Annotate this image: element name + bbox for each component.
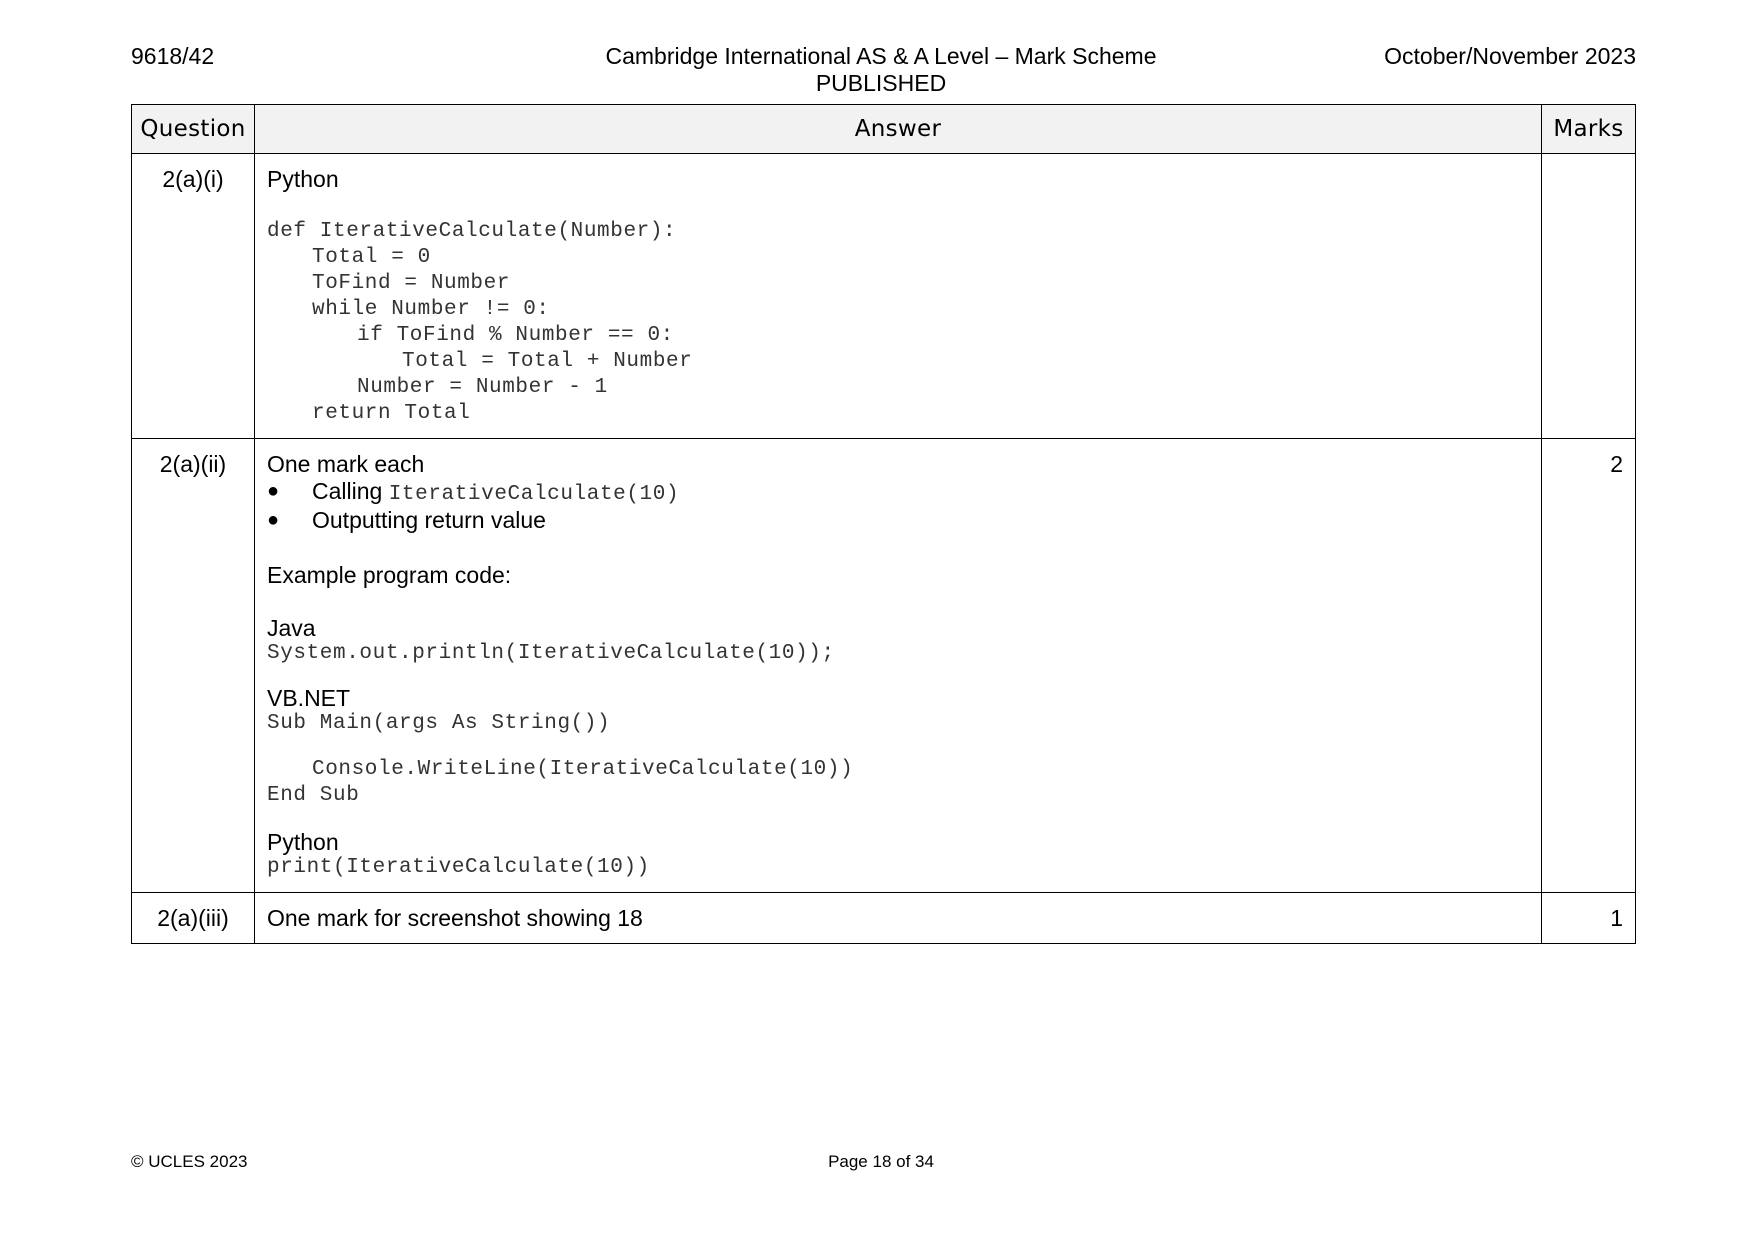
answer-cell bbox=[255, 893, 1542, 944]
column-header-answer: Answer bbox=[255, 105, 1542, 154]
code-line: Total = 0 bbox=[312, 246, 431, 269]
code-line: print(IterativeCalculate(10)) bbox=[267, 856, 650, 879]
answer-cell bbox=[255, 439, 1542, 893]
bullet-text: Calling bbox=[312, 478, 389, 504]
answer-cell bbox=[255, 154, 1542, 439]
example-label: Example program code: bbox=[267, 562, 512, 588]
language-label: Python bbox=[267, 829, 339, 855]
table-row bbox=[132, 439, 1636, 893]
language-label: Java bbox=[267, 615, 316, 641]
question-number: 2(a)(ii) bbox=[132, 439, 255, 893]
answer-intro: One mark each bbox=[267, 451, 425, 477]
paper-code: 9618/42 bbox=[131, 43, 215, 69]
code-block bbox=[267, 219, 1531, 427]
mark-scheme-table bbox=[131, 104, 1636, 944]
bullet-text: Outputting return value bbox=[312, 507, 546, 533]
code-line: Number = Number - 1 bbox=[357, 376, 608, 399]
answer-text: One mark for screenshot showing 18 bbox=[267, 905, 643, 931]
inline-code: IterativeCalculate(10) bbox=[388, 483, 680, 506]
code-line: while Number != 0: bbox=[312, 298, 550, 321]
table-row bbox=[132, 154, 1636, 439]
page-number: Page 18 of 34 bbox=[828, 1152, 934, 1171]
marks-value: 1 bbox=[1542, 893, 1636, 944]
code-line: def IterativeCalculate(Number): bbox=[267, 220, 677, 243]
code-line: Console.WriteLine(IterativeCalculate(10)) bbox=[312, 758, 854, 781]
marks-value bbox=[1542, 154, 1636, 439]
language-label: Python bbox=[267, 166, 339, 192]
code-line: Sub Main(args As String()) bbox=[267, 712, 611, 735]
question-number: 2(a)(iii) bbox=[132, 893, 255, 944]
title-line: Cambridge International AS & A Level – Mark Scheme bbox=[605, 43, 1157, 69]
table-header-row bbox=[132, 105, 1636, 154]
bullet-icon: ● bbox=[267, 480, 280, 502]
bullet-item bbox=[267, 506, 1531, 535]
code-line: Total = Total + Number bbox=[402, 350, 693, 373]
marks-value: 2 bbox=[1542, 439, 1636, 893]
code-line: End Sub bbox=[267, 784, 360, 807]
table-row bbox=[132, 893, 1636, 944]
bullet-item bbox=[267, 477, 1531, 506]
language-label: VB.NET bbox=[267, 685, 351, 711]
code-line: System.out.println(IterativeCalculate(10)); bbox=[267, 642, 835, 665]
code-line: return Total bbox=[312, 402, 471, 425]
code-line: if ToFind % Number == 0: bbox=[357, 324, 674, 347]
published-label: PUBLISHED bbox=[815, 70, 947, 96]
code-line: ToFind = Number bbox=[312, 272, 511, 295]
copyright: © UCLES 2023 bbox=[131, 1152, 248, 1171]
column-header-marks: Marks bbox=[1542, 105, 1636, 154]
column-header-question: Question bbox=[132, 105, 255, 154]
exam-session: October/November 2023 bbox=[1384, 43, 1636, 69]
question-number: 2(a)(i) bbox=[132, 154, 255, 439]
bullet-icon: ● bbox=[267, 509, 280, 531]
